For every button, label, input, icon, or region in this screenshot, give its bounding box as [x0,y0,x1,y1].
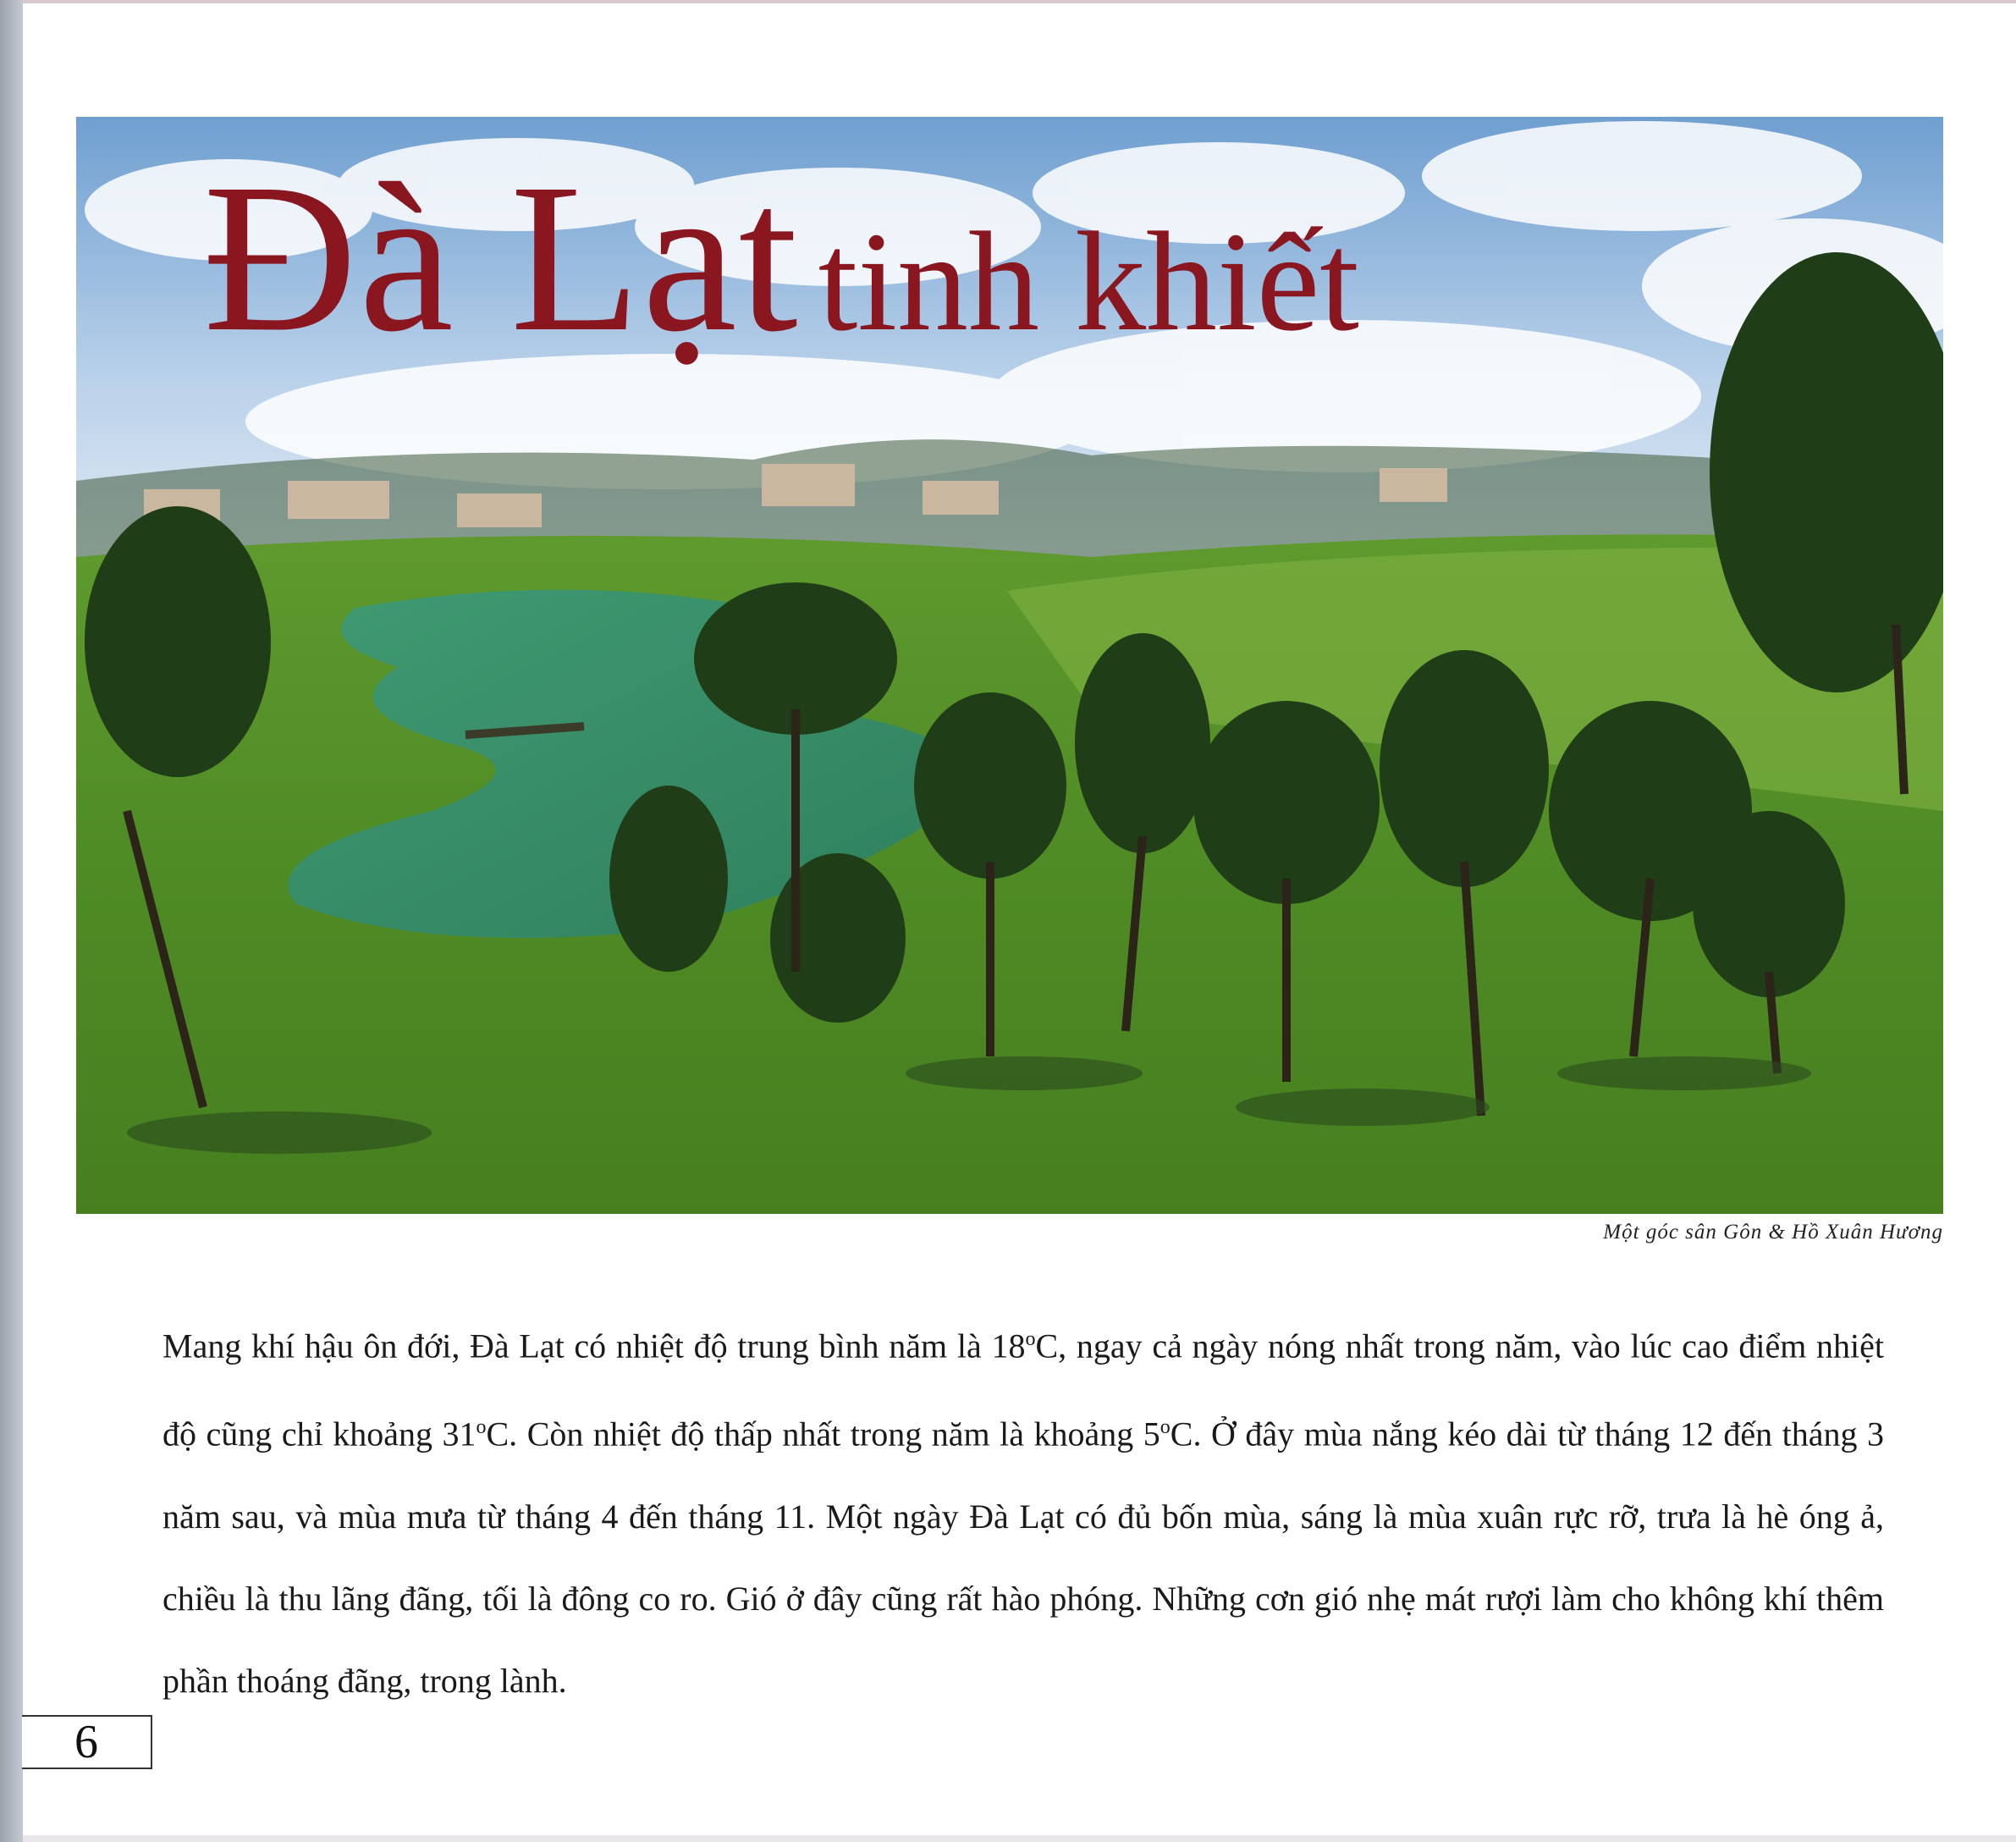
article-title [203,139,1359,376]
title-sub: tinh khiết [818,203,1359,361]
para-part-2: C, ngay cả ngày nóng nhất trong năm, vào lúc cao điểm nhiệt độ cũng chỉ khoảng 31 [162,1326,1885,1453]
degree-mark: o [1159,1416,1170,1439]
page-bottom-edge [23,1835,2016,1842]
title-main: Đà Lạt [203,139,800,376]
article-paragraph [162,1299,1884,1722]
degree-mark: o [476,1416,487,1439]
book-spine-edge [0,0,23,1842]
para-part-3: C. Còn nhiệt độ thấp nhất trong năm là khoảng 5 [486,1415,1160,1453]
photo-caption: Một góc sân Gôn & Hồ Xuân Hương [1603,1221,1943,1244]
para-part-4: C. Ở đây mùa nắng kéo dài từ tháng 12 đến tháng 3 năm sau, và mùa mưa từ tháng 4 đến tháng 11. Một ngày Đà Lạt có đủ bốn mùa, sáng là mùa xuân rực rỡ, trưa là hè óng ả, chiều là thu lãng đãng, tối là đông co ro. Gió ở đây cũng rất hào phóng. Những cơn gió nhẹ mát rượi làm cho không khí thêm phần thoáng đãng, trong lành. [162,1415,1885,1700]
para-part-1: Mang khí hậu ôn đới, Đà Lạt có nhiệt độ trung bình năm là 18 [162,1326,1026,1365]
page-number: 6 [22,1715,152,1769]
page-top-edge [23,0,2016,3]
degree-mark: o [1025,1328,1036,1350]
